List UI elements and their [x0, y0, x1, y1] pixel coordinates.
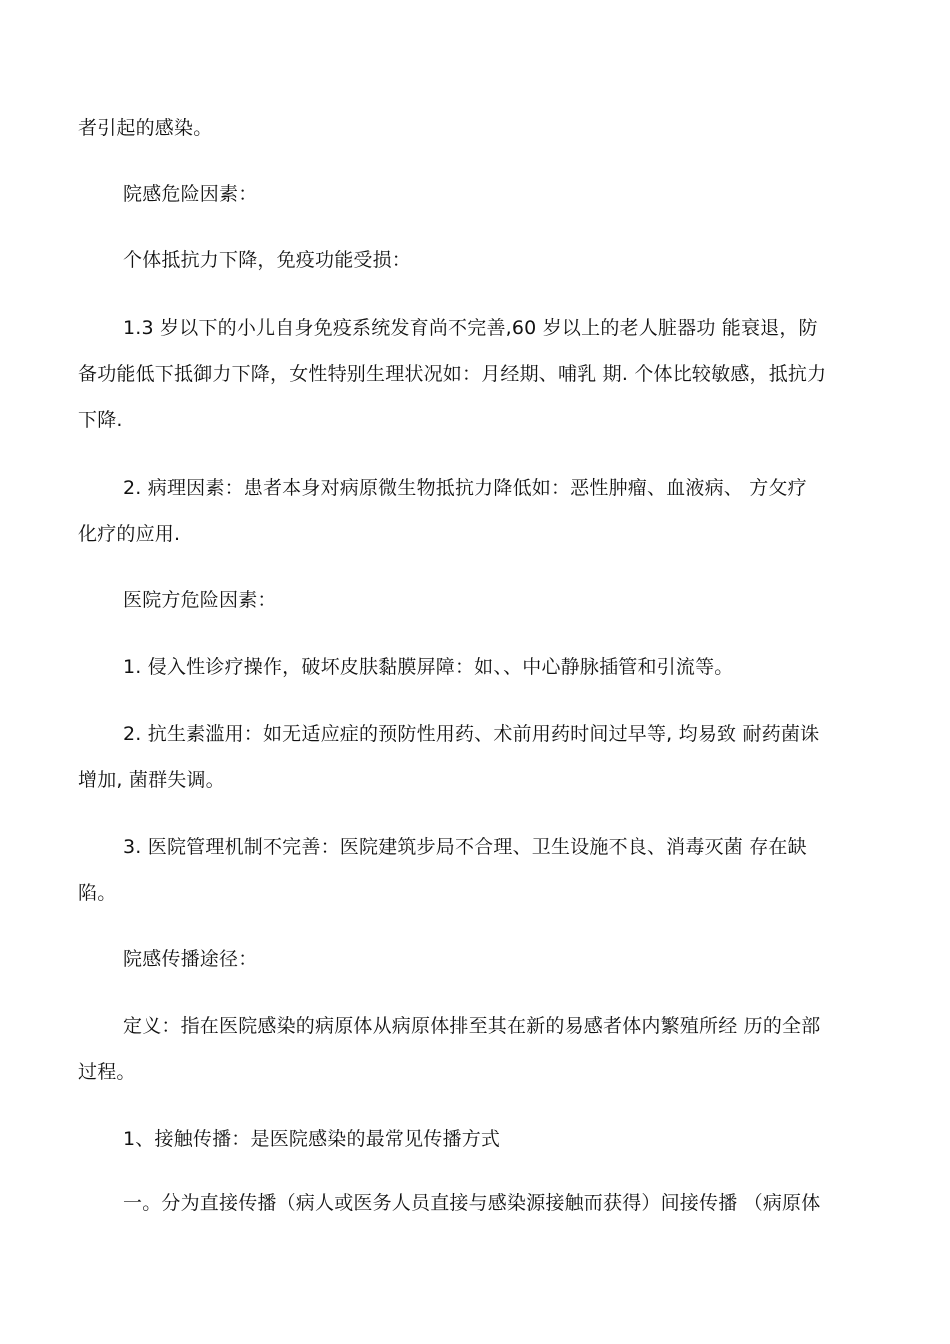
text-line: 1. 侵入性诊疗操作，破坏皮肤黏膜屏障：如、、中心静脉插管和引流等。	[123, 656, 734, 678]
section-heading: 院感危险因素：	[123, 183, 258, 205]
text-line: 者引起的感染。	[78, 117, 213, 139]
subsection-heading: 个体抵抗力下降，免疫功能受损：	[123, 249, 412, 271]
text-line: 一。分为直接传播（病人或医务人员直接与感染源接触而获得）间接传播 （病原体	[123, 1192, 821, 1214]
text-line: 2. 病理因素：患者本身对病原微生物抵抗力降低如：恶性肿瘤、血液病、 方攵疗	[123, 477, 807, 499]
text-line: 1、接触传播：是医院感染的最常见传播方式	[123, 1128, 501, 1150]
section-heading: 院感传播途径：	[123, 948, 258, 970]
text-line: 定义：指在医院感染的病原体从病原体排至其在新的易感者体内繁殖所经 历的全部	[123, 1015, 821, 1037]
text-line: 化疗的应用.	[78, 523, 181, 545]
text-line: 3. 医院管理机制不完善：医院建筑步局不合理、卫生设施不良、消毒灭菌 存在缺	[123, 836, 807, 858]
section-heading: 医院方危险因素：	[123, 589, 277, 611]
text-line: 1.3 岁以下的小儿自身免疫系统发育尚不完善,60 岁以上的老人脏器功 能衰退，防	[123, 317, 818, 339]
text-line: 2. 抗生素滥用：如无适应症的预防性用药、术前用药时间过早等, 均易致 耐药菌诛	[123, 723, 820, 745]
text-line: 下降.	[78, 409, 123, 431]
text-line: 备功能低下抵御力下降，女性特别生理状况如：月经期、哺乳 期. 个体比较敏感，抵抗力	[78, 363, 827, 385]
text-line: 过程。	[78, 1061, 136, 1083]
text-line: 增加, 菌群失调。	[78, 769, 225, 791]
text-line: 陷。	[78, 882, 117, 904]
